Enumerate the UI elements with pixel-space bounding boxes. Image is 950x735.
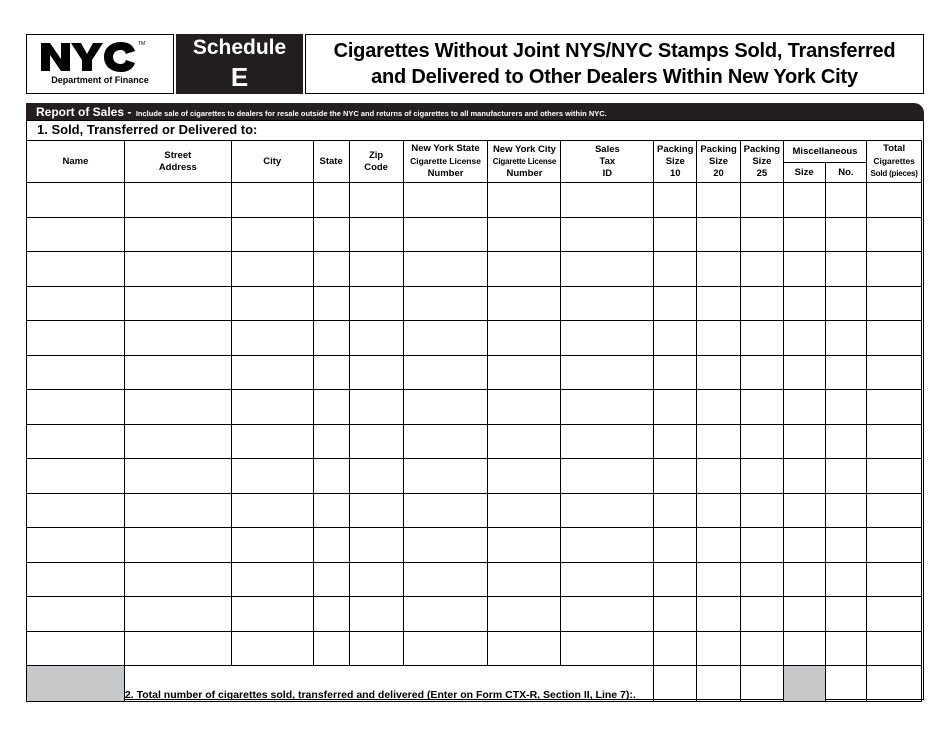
packing-size-25-field[interactable] (740, 528, 783, 563)
packing-size-25-field[interactable] (740, 631, 783, 666)
packing-size-10-field[interactable] (654, 631, 697, 666)
misc-no-field[interactable] (825, 459, 867, 494)
nys-license-field[interactable] (403, 597, 488, 632)
packing-size-20-field[interactable] (697, 424, 741, 459)
packing-size-25-field[interactable] (740, 390, 783, 425)
total-cigarettes-field[interactable] (867, 390, 922, 425)
state-field[interactable] (313, 183, 349, 218)
zip-code-field[interactable] (349, 562, 403, 597)
col-header-nyc-license: New York City Cigarette License Number (488, 141, 561, 183)
table-row (27, 528, 922, 563)
packing-size-20-field[interactable] (697, 252, 741, 287)
table-row (27, 597, 922, 632)
table-row (27, 631, 922, 666)
misc-no-field[interactable] (825, 631, 867, 666)
nyc-logo (26, 34, 174, 94)
name-field[interactable] (27, 286, 125, 321)
col-header-street-address: Street Address (124, 141, 231, 183)
total-cigarettes-field[interactable] (867, 183, 922, 218)
nyc-license-field[interactable] (488, 528, 561, 563)
street-address-field[interactable] (124, 183, 231, 218)
nys-license-field[interactable] (403, 183, 488, 218)
table-row (27, 355, 922, 390)
misc-size-field[interactable] (783, 286, 825, 321)
packing-size-25-field[interactable] (740, 597, 783, 632)
nys-license-field[interactable] (403, 252, 488, 287)
name-field[interactable] (27, 183, 125, 218)
col-header-zip-code: Zip Code (349, 141, 403, 183)
zip-code-field[interactable] (349, 355, 403, 390)
nyc-logo-mark (41, 41, 137, 73)
nys-license-field[interactable] (403, 562, 488, 597)
misc-no-field[interactable] (825, 390, 867, 425)
zip-code-field[interactable] (349, 424, 403, 459)
state-field[interactable] (313, 286, 349, 321)
state-field[interactable] (313, 597, 349, 632)
misc-size-field[interactable] (783, 217, 825, 252)
name-field[interactable] (27, 424, 125, 459)
packing-size-20-field[interactable] (697, 562, 741, 597)
name-field[interactable] (27, 252, 125, 287)
state-field[interactable] (313, 252, 349, 287)
packing-size-20-field[interactable] (697, 597, 741, 632)
total-cigarettes-field[interactable] (867, 286, 922, 321)
packing-size-10-field[interactable] (654, 459, 697, 494)
nys-license-field[interactable] (403, 217, 488, 252)
sales-tax-id-field[interactable] (561, 459, 654, 494)
col-header-total-cigarettes: Total Cigarettes Sold (pieces) (867, 141, 922, 183)
city-field[interactable] (231, 252, 313, 287)
packing-size-25-field[interactable] (740, 355, 783, 390)
nyc-license-field[interactable] (488, 597, 561, 632)
col-header-misc-size: Size (783, 163, 825, 183)
misc-size-field[interactable] (783, 459, 825, 494)
total-cigarettes-field[interactable] (867, 321, 922, 356)
street-address-field[interactable] (124, 631, 231, 666)
packing-size-20-field[interactable] (697, 355, 741, 390)
packing-size-20-field[interactable] (697, 528, 741, 563)
packing-size-25-field[interactable] (740, 424, 783, 459)
city-field[interactable] (231, 459, 313, 494)
zip-code-field[interactable] (349, 597, 403, 632)
packing-size-10-field[interactable] (654, 493, 697, 528)
packing-size-20-field[interactable] (697, 390, 741, 425)
sales-tax-id-field[interactable] (561, 390, 654, 425)
misc-no-field[interactable] (825, 286, 867, 321)
packing-size-10-field[interactable] (654, 321, 697, 356)
city-field[interactable] (231, 631, 313, 666)
total-cigarettes-field[interactable] (867, 217, 922, 252)
nyc-license-field[interactable] (488, 355, 561, 390)
state-field[interactable] (313, 493, 349, 528)
col-header-name: Name (27, 141, 125, 183)
misc-no-field[interactable] (825, 183, 867, 218)
zip-code-field[interactable] (349, 183, 403, 218)
sales-tax-id-field[interactable] (561, 286, 654, 321)
city-field[interactable] (231, 217, 313, 252)
street-address-field[interactable] (124, 217, 231, 252)
city-field[interactable] (231, 390, 313, 425)
misc-size-field[interactable] (783, 493, 825, 528)
department-name: Department of Finance (51, 75, 149, 85)
sales-tax-id-field[interactable] (561, 183, 654, 218)
misc-no-field[interactable] (825, 424, 867, 459)
total-cigarettes-field[interactable] (867, 493, 922, 528)
street-address-field[interactable] (124, 459, 231, 494)
street-address-field[interactable] (124, 597, 231, 632)
zip-code-field[interactable] (349, 631, 403, 666)
nyc-license-field[interactable] (488, 631, 561, 666)
nys-license-field[interactable] (403, 355, 488, 390)
street-address-field[interactable] (124, 424, 231, 459)
misc-no-field[interactable] (825, 528, 867, 563)
col-header-packing-size-20: Packing Size 20 (697, 141, 741, 183)
state-field[interactable] (313, 528, 349, 563)
total-cigarettes-field[interactable] (867, 459, 922, 494)
form-title-line-2: and Delivered to Other Dealers Within New York City (371, 66, 858, 88)
zip-code-field[interactable] (349, 528, 403, 563)
form-title (305, 34, 924, 94)
total-packing-size-10-field[interactable] (654, 666, 697, 702)
zip-code-field[interactable] (349, 459, 403, 494)
packing-size-20-field[interactable] (697, 321, 741, 356)
packing-size-25-field[interactable] (740, 562, 783, 597)
packing-size-25-field[interactable] (740, 217, 783, 252)
nyc-license-field[interactable] (488, 286, 561, 321)
sales-tax-id-field[interactable] (561, 597, 654, 632)
nys-license-field[interactable] (403, 631, 488, 666)
packing-size-10-field[interactable] (654, 252, 697, 287)
total-cigarettes-field[interactable] (867, 562, 922, 597)
schedule-badge (176, 34, 303, 94)
city-field[interactable] (231, 355, 313, 390)
nyc-license-field[interactable] (488, 390, 561, 425)
state-field[interactable] (313, 355, 349, 390)
misc-size-field[interactable] (783, 183, 825, 218)
total-cigarettes-field[interactable] (867, 355, 922, 390)
packing-size-10-field[interactable] (654, 217, 697, 252)
name-field[interactable] (27, 390, 125, 425)
table-row (27, 252, 922, 287)
street-address-field[interactable] (124, 493, 231, 528)
city-field[interactable] (231, 562, 313, 597)
nyc-license-field[interactable] (488, 562, 561, 597)
zip-code-field[interactable] (349, 321, 403, 356)
total-cigarettes-field[interactable] (867, 631, 922, 666)
nyc-license-field[interactable] (488, 321, 561, 356)
state-field[interactable] (313, 562, 349, 597)
state-field[interactable] (313, 390, 349, 425)
section-1-heading: 1. Sold, Transferred or Delivered to: (37, 122, 258, 137)
city-field[interactable] (231, 597, 313, 632)
packing-size-25-field[interactable] (740, 321, 783, 356)
nys-license-field[interactable] (403, 321, 488, 356)
packing-size-10-field[interactable] (654, 183, 697, 218)
nyc-license-field[interactable] (488, 217, 561, 252)
schedule-letter: E (230, 62, 249, 92)
col-header-sales-tax-id: Sales Tax ID (561, 141, 654, 183)
street-address-field[interactable] (124, 355, 231, 390)
street-address-field[interactable] (124, 321, 231, 356)
packing-size-20-field[interactable] (697, 217, 741, 252)
schedule-label: Schedule (192, 36, 287, 59)
trademark-mark: TM (138, 41, 146, 47)
report-of-sales-bar (26, 103, 924, 120)
city-field[interactable] (231, 493, 313, 528)
total-packing-size-25-field[interactable] (740, 666, 783, 702)
city-field[interactable] (231, 424, 313, 459)
sales-table (26, 140, 922, 702)
sales-form (26, 120, 924, 700)
street-address-field[interactable] (124, 252, 231, 287)
table-row (27, 183, 922, 218)
name-field[interactable] (27, 528, 125, 563)
sales-tax-id-field[interactable] (561, 528, 654, 563)
nys-license-field[interactable] (403, 493, 488, 528)
nyc-license-field[interactable] (488, 424, 561, 459)
col-header-misc-no: No. (825, 163, 867, 183)
table-row (27, 459, 922, 494)
name-field[interactable] (27, 321, 125, 356)
form-header (26, 34, 924, 96)
packing-size-10-field[interactable] (654, 597, 697, 632)
zip-code-field[interactable] (349, 217, 403, 252)
name-field[interactable] (27, 631, 125, 666)
street-address-field[interactable] (124, 562, 231, 597)
state-field[interactable] (313, 217, 349, 252)
total-row-shaded-cell (27, 666, 125, 702)
sales-tax-id-field[interactable] (561, 252, 654, 287)
nys-license-field[interactable] (403, 390, 488, 425)
zip-code-field[interactable] (349, 390, 403, 425)
nyc-license-field[interactable] (488, 252, 561, 287)
total-cigarettes-field[interactable] (867, 424, 922, 459)
col-header-packing-size-25: Packing Size 25 (740, 141, 783, 183)
nyc-license-field[interactable] (488, 459, 561, 494)
misc-size-field[interactable] (783, 355, 825, 390)
misc-no-field[interactable] (825, 217, 867, 252)
sales-tax-id-field[interactable] (561, 493, 654, 528)
col-header-nys-license: New York State Cigarette License Number (403, 141, 488, 183)
state-field[interactable] (313, 631, 349, 666)
packing-size-10-field[interactable] (654, 562, 697, 597)
packing-size-25-field[interactable] (740, 286, 783, 321)
misc-size-field[interactable] (783, 597, 825, 632)
misc-size-field[interactable] (783, 424, 825, 459)
packing-size-25-field[interactable] (740, 183, 783, 218)
col-header-city: City (231, 141, 313, 183)
name-field[interactable] (27, 459, 125, 494)
packing-size-10-field[interactable] (654, 286, 697, 321)
packing-size-20-field[interactable] (697, 493, 741, 528)
sales-tax-id-field[interactable] (561, 562, 654, 597)
misc-size-field[interactable] (783, 528, 825, 563)
misc-no-field[interactable] (825, 355, 867, 390)
name-field[interactable] (27, 355, 125, 390)
packing-size-25-field[interactable] (740, 252, 783, 287)
packing-size-20-field[interactable] (697, 286, 741, 321)
city-field[interactable] (231, 528, 313, 563)
total-row-label: 2. Total number of cigarettes sold, transferred and delivered (Enter on Form CTX-R, Section II, Line 7):. (124, 666, 653, 702)
table-row (27, 321, 922, 356)
packing-size-25-field[interactable] (740, 459, 783, 494)
zip-code-field[interactable] (349, 493, 403, 528)
nys-license-field[interactable] (403, 424, 488, 459)
state-field[interactable] (313, 459, 349, 494)
sales-entry-rows (27, 183, 922, 666)
nys-license-field[interactable] (403, 528, 488, 563)
packing-size-20-field[interactable] (697, 183, 741, 218)
misc-no-field[interactable] (825, 562, 867, 597)
table-row (27, 286, 922, 321)
zip-code-field[interactable] (349, 252, 403, 287)
table-row (27, 390, 922, 425)
report-bar-title: Report of Sales - (36, 105, 132, 119)
misc-size-field[interactable] (783, 562, 825, 597)
misc-no-field[interactable] (825, 597, 867, 632)
city-field[interactable] (231, 183, 313, 218)
name-field[interactable] (27, 493, 125, 528)
packing-size-10-field[interactable] (654, 528, 697, 563)
total-misc-size-shaded-cell (783, 666, 825, 702)
misc-size-field[interactable] (783, 321, 825, 356)
misc-no-field[interactable] (825, 252, 867, 287)
total-packing-size-20-field[interactable] (697, 666, 741, 702)
street-address-field[interactable] (124, 286, 231, 321)
table-row (27, 562, 922, 597)
state-field[interactable] (313, 424, 349, 459)
city-field[interactable] (231, 286, 313, 321)
table-row (27, 424, 922, 459)
street-address-field[interactable] (124, 390, 231, 425)
state-field[interactable] (313, 321, 349, 356)
nys-license-field[interactable] (403, 286, 488, 321)
sales-tax-id-field[interactable] (561, 355, 654, 390)
name-field[interactable] (27, 217, 125, 252)
nyc-license-field[interactable] (488, 493, 561, 528)
table-row (27, 493, 922, 528)
misc-no-field[interactable] (825, 493, 867, 528)
zip-code-field[interactable] (349, 286, 403, 321)
nyc-license-field[interactable] (488, 183, 561, 218)
packing-size-10-field[interactable] (654, 390, 697, 425)
packing-size-10-field[interactable] (654, 424, 697, 459)
report-bar-note: Include sale of cigarettes to dealers for resale outside the NYC and returns of cigarettes to all manufacturers and others within NYC. (135, 109, 607, 118)
misc-no-field[interactable] (825, 321, 867, 356)
city-field[interactable] (231, 321, 313, 356)
total-cigarettes-field[interactable] (867, 252, 922, 287)
total-cigarettes-sold-field[interactable] (867, 666, 922, 702)
col-header-state: State (313, 141, 349, 183)
col-header-packing-size-10: Packing Size 10 (654, 141, 697, 183)
packing-size-10-field[interactable] (654, 355, 697, 390)
total-cigarettes-field[interactable] (867, 528, 922, 563)
sales-tax-id-field[interactable] (561, 424, 654, 459)
form-title-line-1: Cigarettes Without Joint NYS/NYC Stamps Sold, Transferred (333, 40, 896, 62)
sales-tax-id-field[interactable] (561, 631, 654, 666)
packing-size-20-field[interactable] (697, 631, 741, 666)
nys-license-field[interactable] (403, 459, 488, 494)
total-misc-no-field[interactable] (825, 666, 867, 702)
packing-size-20-field[interactable] (697, 459, 741, 494)
total-cigarettes-field[interactable] (867, 597, 922, 632)
misc-size-field[interactable] (783, 631, 825, 666)
name-field[interactable] (27, 597, 125, 632)
sales-tax-id-field[interactable] (561, 217, 654, 252)
table-row (27, 217, 922, 252)
name-field[interactable] (27, 562, 125, 597)
sales-tax-id-field[interactable] (561, 321, 654, 356)
col-header-miscellaneous: Miscellaneous (783, 141, 866, 163)
misc-size-field[interactable] (783, 252, 825, 287)
packing-size-25-field[interactable] (740, 493, 783, 528)
street-address-field[interactable] (124, 528, 231, 563)
misc-size-field[interactable] (783, 390, 825, 425)
